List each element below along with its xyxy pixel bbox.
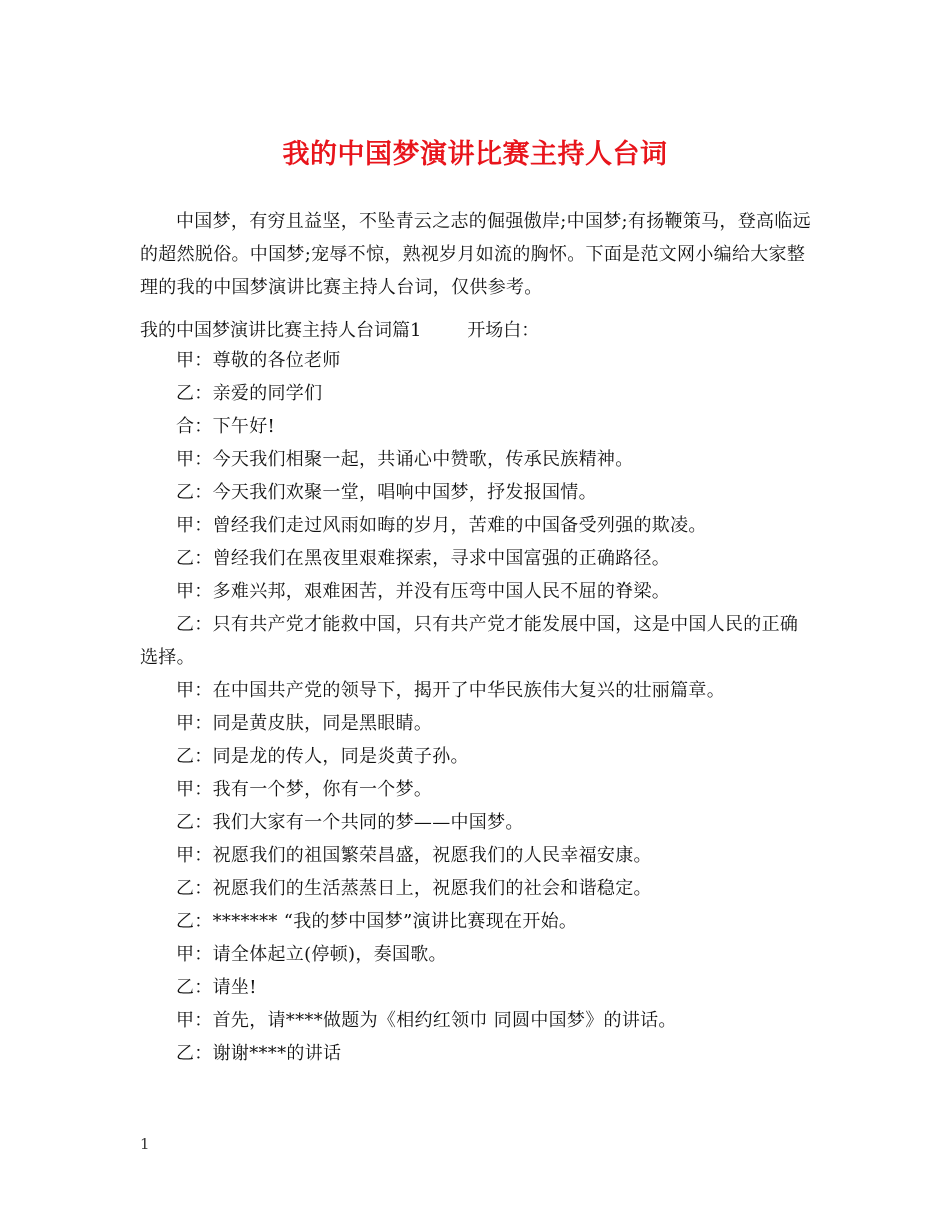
- dialogue-line: 乙：亲爱的同学们: [176, 383, 323, 404]
- dialogue-line: 乙：我们大家有一个共同的梦——中国梦。: [176, 812, 524, 833]
- dialogue-line: 乙：同是龙的传人，同是炎黄子孙。: [176, 746, 469, 767]
- intro-text: 中国梦，有穷且益坚，不坠青云之志的倔强傲岸;中国梦;有扬鞭策马，登高临远的超然脱俗。中国梦;宠辱不惊，熟视岁月如流的胸怀。下面是范文网小编给大家整理的我的中国梦演讲比赛主持人台词，仅供参考。: [140, 211, 811, 298]
- page-number: 1: [140, 1135, 150, 1153]
- dialogue-line: 乙：曾经我们在黑夜里艰难探索，寻求中国富强的正确路径。: [176, 548, 671, 569]
- dialogue-line: 甲：首先，请****做题为《相约红领巾 同圆中国梦》的讲话。: [176, 1010, 677, 1031]
- dialogue-line: 甲：请全体起立(停顿)，奏国歌。: [176, 944, 447, 965]
- intro-paragraph: [140, 205, 812, 304]
- dialogue-line: 甲：多难兴邦，艰难困苦，并没有压弯中国人民不屈的脊梁。: [176, 581, 671, 602]
- dialogue-list: [140, 344, 812, 1070]
- dialogue-line: 甲：祝愿我们的祖国繁荣昌盛，祝愿我们的人民幸福安康。: [176, 845, 652, 866]
- dialogue-line: 乙：只有共产党才能救中国，只有共产党才能发展中国，这是中国人民的正确选择。: [140, 614, 799, 668]
- dialogue-line: 甲：在中国共产党的领导下，揭开了中华民族伟大复兴的壮丽篇章。: [176, 680, 725, 701]
- dialogue-line: 甲：同是黄皮肤，同是黑眼睛。: [176, 713, 433, 734]
- dialogue-line: 甲：尊敬的各位老师: [176, 350, 341, 371]
- document-title: 我的中国梦演讲比赛主持人台词: [282, 139, 668, 170]
- dialogue-line: 乙：******* “我的梦中国梦”演讲比赛现在开始。: [176, 911, 578, 932]
- section-heading: 我的中国梦演讲比赛主持人台词篇1 开场白：: [140, 320, 540, 341]
- dialogue-line: 合：下午好!: [176, 416, 276, 437]
- dialogue-line: 乙：请坐!: [176, 977, 257, 998]
- dialogue-line: 甲：我有一个梦，你有一个梦。: [176, 779, 433, 800]
- dialogue-line: 乙：祝愿我们的生活蒸蒸日上，祝愿我们的社会和谐稳定。: [176, 878, 652, 899]
- dialogue-line: 乙：今天我们欢聚一堂，唱响中国梦，抒发报国情。: [176, 482, 597, 503]
- dialogue-line: 甲：今天我们相聚一起，共诵心中赞歌，传承民族精神。: [176, 449, 634, 470]
- dialogue-line: 乙：谢谢****的讲话: [176, 1043, 342, 1064]
- dialogue-line: 甲：曾经我们走过风雨如晦的岁月，苦难的中国备受列强的欺凌。: [176, 515, 707, 536]
